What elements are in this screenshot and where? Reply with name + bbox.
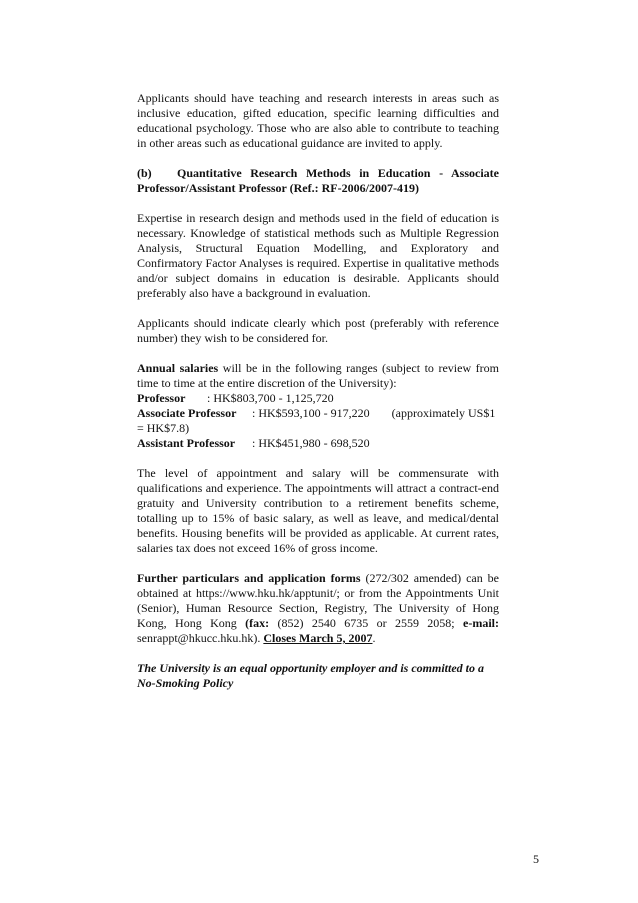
post-b-label: (b) [137,166,152,180]
salaries-lead-rest: will be in the following ranges (subject to review from time to time at the entire discretion of the University): [137,361,499,390]
email-value: senrappt@hkucc.hku.hk). [137,631,264,645]
salary-associate [137,406,499,436]
professor-value: : HK$803,700 - 1,125,720 [207,391,334,405]
closing-date: Closes March 5, 2007 [263,631,373,645]
professor-label: Professor [137,391,186,405]
particulars-lead: Further particulars and application forms [137,571,361,585]
appointment-paragraph: The level of appointment and salary will be commensurate with qualifications and experience. The appointments will attract a contract-end gratuity and University contribution to a retirement benefits scheme, totalling up to 15% of basic salary, as well as leave, and medical/dental benefits. Housing benefits will be provided as applicable. At current rates, salaries tax does not exceed 16% of gross income. [137,466,499,555]
post-b-heading [137,166,499,196]
document-body [137,91,499,706]
fax-value: (852) 2540 6735 or 2559 2058; [269,616,464,630]
assistant-value: : HK$451,980 - 698,520 [252,436,370,450]
fax-label: (fax: [245,616,270,630]
assistant-label: Assistant Professor [137,436,236,450]
indicate-paragraph: Applicants should indicate clearly which post (preferably with reference number) they wish to be considered for. [137,316,499,345]
associate-label: Associate Professor [137,406,237,420]
particulars-paragraph [137,571,499,646]
associate-value: : HK$593,100 - 917,220 [252,406,370,420]
particulars-text: (272/302 amended) can be obtained at https://www.hku.hk/apptunit/; or from the Appointments Unit (Senior), Human Resource Section, Registry, The University of Hong Kong, Hong Kong [137,571,499,630]
salary-professor [137,391,499,406]
salaries-intro [137,361,499,391]
salaries-section [137,361,499,451]
policy-statement: The University is an equal opportunity employer and is committed to a No-Smoking Policy [137,661,484,690]
intro-paragraph: Applicants should have teaching and research interests in areas such as inclusive education, gifted education, specific learning difficulties and educational psychology. Those who are also able to contribute to teaching in other areas such as educational guidance are invited to apply. [137,91,499,150]
salary-assistant [137,436,499,451]
particulars-end: . [372,631,376,645]
page-number: 5 [533,852,539,866]
exchange-note: (approximately US$1 = HK$7.8) [137,406,496,435]
post-b-title: Quantitative Research Methods in Education - Associate Professor/Assistant Professor (Ref.: RF-2006/2007-419) [137,166,499,195]
salaries-lead: Annual salaries [137,361,219,375]
expertise-paragraph: Expertise in research design and methods used in the field of education is necessary. Knowledge of statistical methods such as Multiple Regression Analysis, Structural Equation Modelling, and Exploratory and Confirmatory Factor Analyses is required. Expertise in qualitative methods and/or subject domains in education is desirable. Applicants should preferably also have a background in evaluation. [137,211,499,300]
email-label: e-mail: [463,616,499,630]
